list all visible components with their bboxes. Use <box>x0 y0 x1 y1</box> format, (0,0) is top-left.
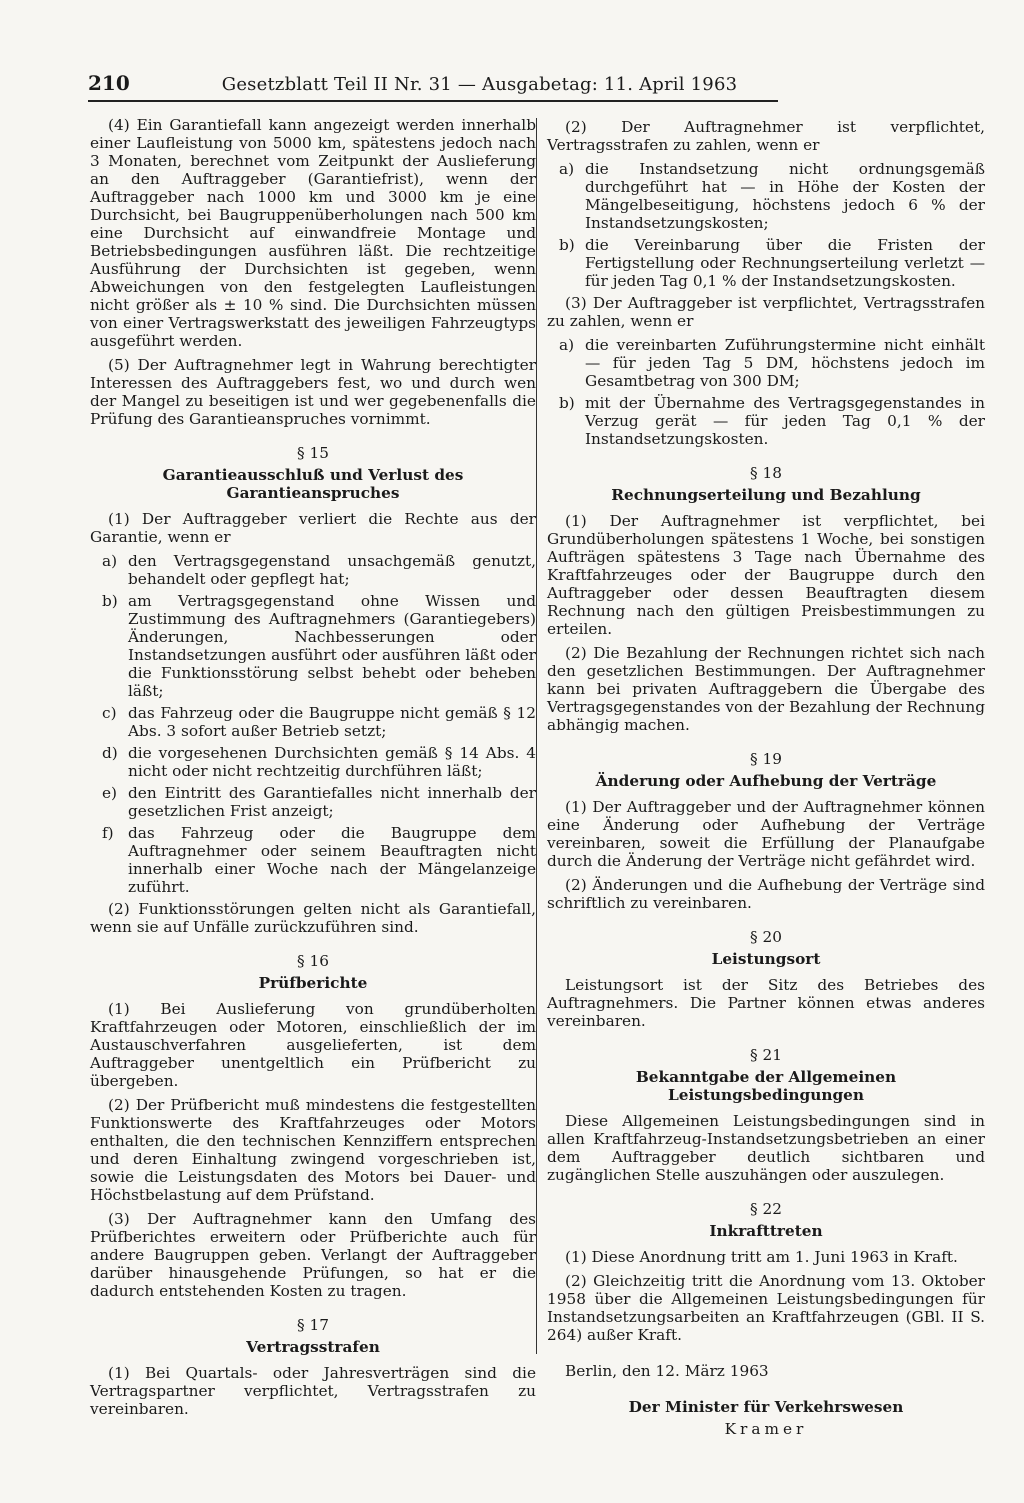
section-title: Inkrafttreten <box>709 1222 823 1240</box>
list-item <box>547 336 985 390</box>
paragraph-14-4: (4) Ein Garantiefall kann angezeigt werden innerhalb einer Laufleistung von 5000 km, spätestens jedoch nach 3 Monaten, berechnet vom Zeitpunkt der Auslieferung an den Auftraggeber (Garantiefrist), wenn der Auftraggeber nach 1000 km und 3000 km je eine Durchsicht, bei Baugruppenüberholungen nach 500 km eine Durchsicht auf einwandfreie Montage und Betriebsbedingungen ausführen läßt. Die rechtzeitige Ausführung der Durchsichten ist gegeben, wenn Abweichungen von den festgelegten Laufleistungen nicht größer als ± 10 % sind. Die Durchsichten müssen von einer Vertragswerkstatt des jeweiligen Fahrzeugtyps ausgeführt werden. <box>90 116 536 350</box>
list-item <box>90 824 536 896</box>
list-item <box>90 784 536 820</box>
paragraph: (2) Funktionsstörungen gelten nicht als Garantiefall, wenn sie auf Unfälle zurückzuführen sind. <box>90 900 536 936</box>
list <box>547 336 985 448</box>
paragraph: (2) Der Prüfbericht muß mindestens die festgestellten Funktionswerte des Kraftfahrzeuges oder Motors enthalten, die den technischen Kennziffern entsprechen und deren Einhaltung zwingend vorgeschrieben ist, sowie die Leistungsdaten des Motors bei Dauer- und Höchstbelastung auf dem Prüfstand. <box>90 1096 536 1204</box>
gazette-title: Gesetzblatt Teil II Nr. 31 — Ausgabetag: 11. April 1963 <box>221 74 738 95</box>
list-item-label: f) <box>102 824 114 842</box>
list-item <box>547 394 985 448</box>
list-item-label: a) <box>559 160 575 178</box>
section-title: Prüfberichte <box>258 974 368 992</box>
list-item-label: d) <box>102 744 118 762</box>
paragraph: Leistungsort ist der Sitz des Betriebes des Auftragnehmers. Die Partner können etwas anderes vereinbaren. <box>547 976 985 1030</box>
list-item-text: das Fahrzeug oder die Baugruppe dem Auftragnehmer oder seinem Beauftragten nicht innerhalb einer Woche nach der Mängelanzeige zuführt. <box>128 824 536 896</box>
list-item-label: a) <box>559 336 575 354</box>
list-item-text: die vereinbarten Zuführungstermine nicht einhält — für jeden Tag 5 DM, höchstens jedoch im Gesamtbetrag von 300 DM; <box>585 336 985 390</box>
section-title: Garantieausschluß und Verlust des Garantieanspruches <box>162 466 464 502</box>
paragraph: (2) Die Bezahlung der Rechnungen richtet sich nach den gesetzlichen Bestimmungen. Der Auftragnehmer kann bei privaten Auftraggebern die Übergabe des Vertragsgegenstandes von der Bezahlung der Rechnung abhängig machen. <box>547 644 985 734</box>
list-item <box>90 552 536 588</box>
list-item <box>90 744 536 780</box>
list-item-text: den Vertragsgegenstand unsachgemäß genutzt, behandelt oder gepflegt hat; <box>128 552 536 588</box>
section-number: § 16 <box>297 952 329 970</box>
list-item-label: b) <box>559 236 575 254</box>
section-title: Leistungsort <box>711 950 821 968</box>
list-item <box>547 160 985 232</box>
paragraph: (1) Bei Auslieferung von grundüberholten Kraftfahrzeugen oder Motoren, einschließlich der im Austauschverfahren ausgelieferten, ist dem Auftraggeber unentgeltlich ein Prüfbericht zu übergeben. <box>90 1000 536 1090</box>
section-number: § 15 <box>297 444 329 462</box>
list <box>547 160 985 290</box>
list-item-label: b) <box>102 592 118 610</box>
left-column <box>90 116 536 1424</box>
list-item <box>547 236 985 290</box>
list-item-text: das Fahrzeug oder die Baugruppe nicht gemäß § 12 Abs. 3 sofort außer Betrieb setzt; <box>128 704 536 740</box>
section-number: § 22 <box>750 1200 782 1218</box>
page-number: 210 <box>88 71 130 95</box>
page-header <box>88 72 778 102</box>
list-item-text: mit der Übernahme des Vertragsgegenstandes in Verzug gerät — für jeden Tag 0,1 % der Instandsetzungskosten. <box>585 394 985 448</box>
paragraph: (3) Der Auftragnehmer kann den Umfang des Prüfberichtes erweitern oder Prüfberichte auch für andere Baugruppen geben. Verlangt der Auftraggeber darüber hinausgehende Prüfungen, so hat er die dadurch entstehenden Kosten zu tragen. <box>90 1210 536 1300</box>
section-number: § 19 <box>750 750 782 768</box>
list-item-text: den Eintritt des Garantiefalles nicht innerhalb der gesetzlichen Frist anzeigt; <box>128 784 536 820</box>
right-column <box>536 118 985 1438</box>
section-title: Vertragsstrafen <box>246 1338 380 1356</box>
list-item-label: b) <box>559 394 575 412</box>
paragraph: Diese Allgemeinen Leistungsbedingungen sind in allen Kraftfahrzeug-Instandsetzungsbetrieben an einer dem Auftraggeber deutlich sichtbaren und zugänglichen Stelle auszuhängen oder auszulegen. <box>547 1112 985 1184</box>
paragraph: (2) Änderungen und die Aufhebung der Verträge sind schriftlich zu vereinbaren. <box>547 876 985 912</box>
paragraph: (1) Der Auftragnehmer ist verpflichtet, bei Grundüberholungen spätestens 1 Woche, bei sonstigen Aufträgen spätestens 3 Tage nach Übernahme des Kraftfahrzeuges oder der Baugruppe durch den Auftraggeber oder dessen Beauftragten diesem Rechnung nach den gültigen Preisbestimmungen zu erteilen. <box>547 512 985 638</box>
paragraph: (1) Diese Anordnung tritt am 1. Juni 1963 in Kraft. <box>565 1248 958 1266</box>
section-number: § 18 <box>750 464 782 482</box>
paragraph: (1) Bei Quartals- oder Jahresverträgen sind die Vertragspartner verpflichtet, Vertragsstrafen zu vereinbaren. <box>90 1364 536 1418</box>
paragraph-14-5: (5) Der Auftragnehmer legt in Wahrung berechtigter Interessen des Auftraggebers fest, wo und durch wen der Mangel zu beseitigen ist und wer gegebenenfalls die Prüfung des Garantieanspruches vornimmt. <box>90 356 536 428</box>
paragraph: (2) Der Auftragnehmer ist verpflichtet, Vertragsstrafen zu zahlen, wenn er <box>547 118 985 154</box>
list-item-label: a) <box>102 552 118 570</box>
paragraph: (1) Der Auftraggeber verliert die Rechte aus der Garantie, wenn er <box>90 510 536 546</box>
list-item <box>90 592 536 700</box>
place-date: Berlin, den 12. März 1963 <box>565 1362 769 1380</box>
list-item-text: die vorgesehenen Durchsichten gemäß § 14 Abs. 4 nicht oder nicht rechtzeitig durchführen läßt; <box>128 744 536 780</box>
section-title: Bekanntgabe der Allgemeinen Leistungsbedingungen <box>635 1068 897 1104</box>
section-number: § 20 <box>750 928 782 946</box>
paragraph: (2) Gleichzeitig tritt die Anordnung vom 13. Oktober 1958 über die Allgemeinen Leistungsbedingungen für Instandsetzungsarbeiten an Kraftfahrzeugen (GBl. II S. 264) außer Kraft. <box>547 1272 985 1344</box>
paragraph: (3) Der Auftraggeber ist verpflichtet, Vertragsstrafen zu zahlen, wenn er <box>547 294 985 330</box>
signature-name: Kramer <box>724 1420 808 1438</box>
list <box>90 552 536 896</box>
list-item-label: c) <box>102 704 117 722</box>
list-item-label: e) <box>102 784 118 802</box>
section-number: § 21 <box>750 1046 782 1064</box>
section-number: § 17 <box>297 1316 329 1334</box>
section-title: Änderung oder Aufhebung der Verträge <box>595 772 937 790</box>
signature-title: Der Minister für Verkehrswesen <box>628 1398 904 1416</box>
list-item-text: die Vereinbarung über die Fristen der Fertigstellung oder Rechnungserteilung verletzt — für jeden Tag 0,1 % der Instandsetzungskosten. <box>585 236 985 290</box>
list-item-text: am Vertragsgegenstand ohne Wissen und Zustimmung des Auftragnehmers (Garantiegebers) Änderungen, Nachbesserungen oder Instandsetzungen ausführt oder ausführen läßt oder die Funktionsstörung selbst behebt oder beheben läßt; <box>128 592 536 700</box>
list-item-text: die Instandsetzung nicht ordnungsgemäß durchgeführt hat — in Höhe der Kosten der Mängelbeseitigung, höchstens jedoch 6 % der Instandsetzungskosten; <box>585 160 985 232</box>
section-title: Rechnungserteilung und Bezahlung <box>611 486 921 504</box>
paragraph: (1) Der Auftraggeber und der Auftragnehmer können eine Änderung oder Aufhebung der Verträge vereinbaren, soweit die Erfüllung der Planaufgabe durch die Änderung der Verträge nicht gefährdet wird. <box>547 798 985 870</box>
list-item <box>90 704 536 740</box>
